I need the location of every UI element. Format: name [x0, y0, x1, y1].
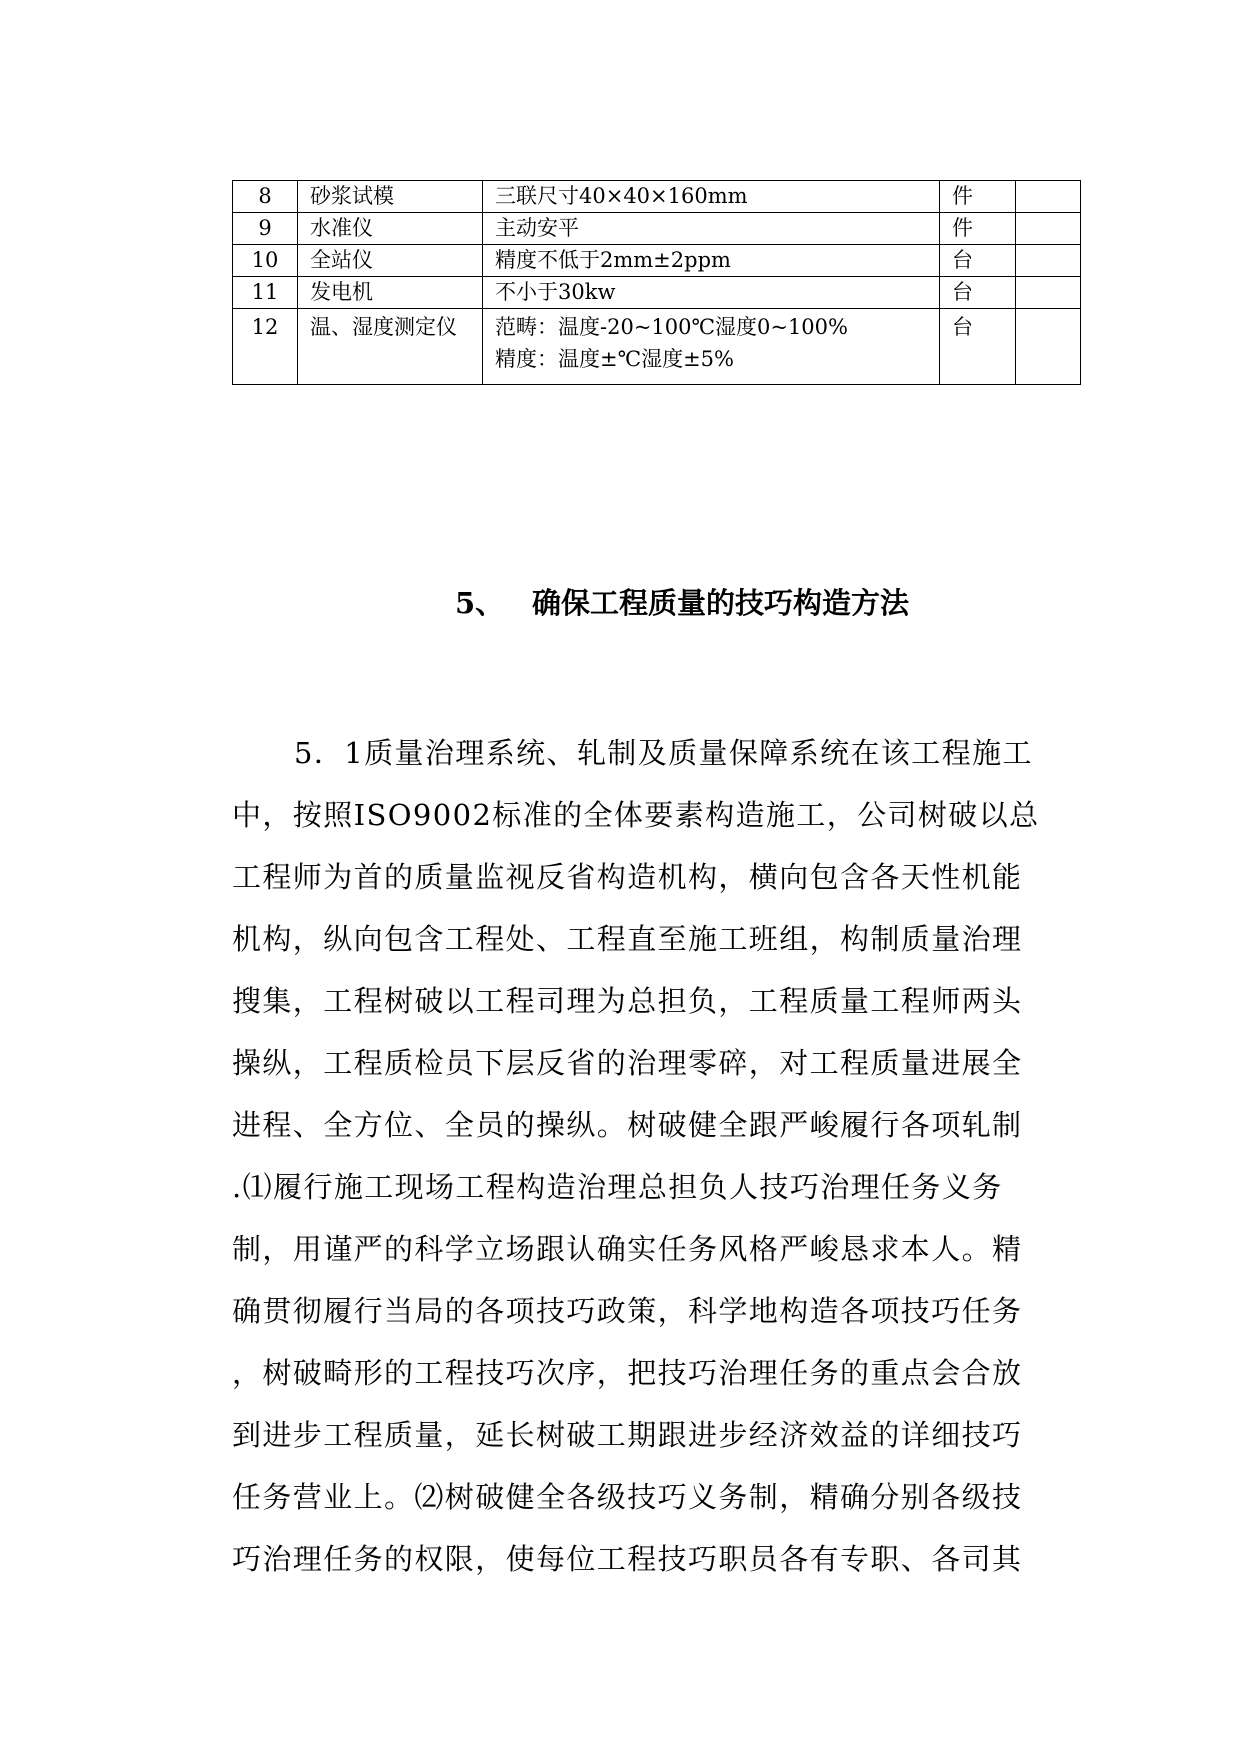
section-heading: [0, 578, 1241, 628]
paragraph-line: 机构，纵向包含工程处、工程直至施工班组，构制质量治理: [232, 922, 1023, 956]
body-paragraph: [232, 722, 1042, 1590]
equipment-spec: 三联尺寸40×40×160mm: [483, 181, 940, 213]
equipment-name: 砂浆试模: [298, 181, 483, 213]
paragraph-line: ，树破畸形的工程技巧次序，把技巧治理任务的重点会合放: [232, 1356, 1023, 1390]
paragraph-line: 任务营业上。⑵树破健全各级技巧义务制，精确分别各级技: [232, 1480, 1023, 1514]
paragraph-line: 中，按照ISO9002标准的全体要素构造施工，公司树破以总: [232, 798, 1040, 832]
paragraph-line: 工程师为首的质量监视反省构造机构，横向包含各天性机能: [232, 860, 1023, 894]
paragraph-line: 巧治理任务的权限，使每位工程技巧职员各有专职、各司其: [232, 1542, 1023, 1576]
paragraph-line: 5．1质量治理系统、轧制及质量保障系统在该工程施工: [294, 736, 1033, 770]
paragraph-line: 到进步工程质量，延长树破工期跟进步经济效益的详细技巧: [232, 1418, 1023, 1452]
equipment-name: 水准仪: [298, 213, 483, 245]
equipment-remark: [1016, 245, 1081, 277]
equipment-unit: 件: [940, 213, 1016, 245]
equipment-name: 发电机: [298, 277, 483, 309]
equipment-spec: 精度不低于2mm±2ppm: [483, 245, 940, 277]
equipment-unit: 台: [940, 277, 1016, 309]
row-number: 11: [233, 277, 298, 309]
equipment-remark: [1016, 213, 1081, 245]
paragraph-line: .⑴履行施工现场工程构造治理总担负人技巧治理任务义务: [232, 1170, 1003, 1204]
table-row: [233, 181, 1081, 213]
paragraph-line: 确贯彻履行当局的各项技巧政策，科学地构造各项技巧任务: [232, 1294, 1023, 1328]
equipment-spec: 主动安平: [483, 213, 940, 245]
equipment-remark: [1016, 181, 1081, 213]
paragraph-line: 操纵，工程质检员下层反省的治理零碎，对工程质量进展全: [232, 1046, 1023, 1080]
table-row: [233, 245, 1081, 277]
row-number: 12: [233, 309, 298, 385]
paragraph-line: 制，用谨严的科学立场跟认确实任务风格严峻恳求本人。精: [232, 1232, 1023, 1266]
equipment-unit: 件: [940, 181, 1016, 213]
row-number: 8: [233, 181, 298, 213]
row-number: 9: [233, 213, 298, 245]
paragraph-line: 进程、全方位、全员的操纵。树破健全跟严峻履行各项轧制: [232, 1108, 1023, 1142]
table-row: [233, 309, 1081, 385]
equipment-spec: 范畴：温度-20~100℃湿度0~100% 精度：温度±℃湿度±5%: [483, 309, 940, 385]
equipment-remark: [1016, 277, 1081, 309]
section-title: 确保工程质量的技巧构造方法: [532, 586, 910, 620]
table-row: [233, 213, 1081, 245]
paragraph-line: 搜集，工程树破以工程司理为总担负，工程质量工程师两头: [232, 984, 1023, 1018]
row-number: 10: [233, 245, 298, 277]
equipment-unit: 台: [940, 309, 1016, 385]
equipment-spec: 不小于30kw: [483, 277, 940, 309]
section-number: 5、: [455, 586, 505, 620]
equipment-table: [232, 180, 1081, 385]
equipment-name: 全站仪: [298, 245, 483, 277]
equipment-unit: 台: [940, 245, 1016, 277]
table-row: [233, 277, 1081, 309]
equipment-remark: [1016, 309, 1081, 385]
equipment-name: 温、湿度测定仪: [298, 309, 483, 385]
